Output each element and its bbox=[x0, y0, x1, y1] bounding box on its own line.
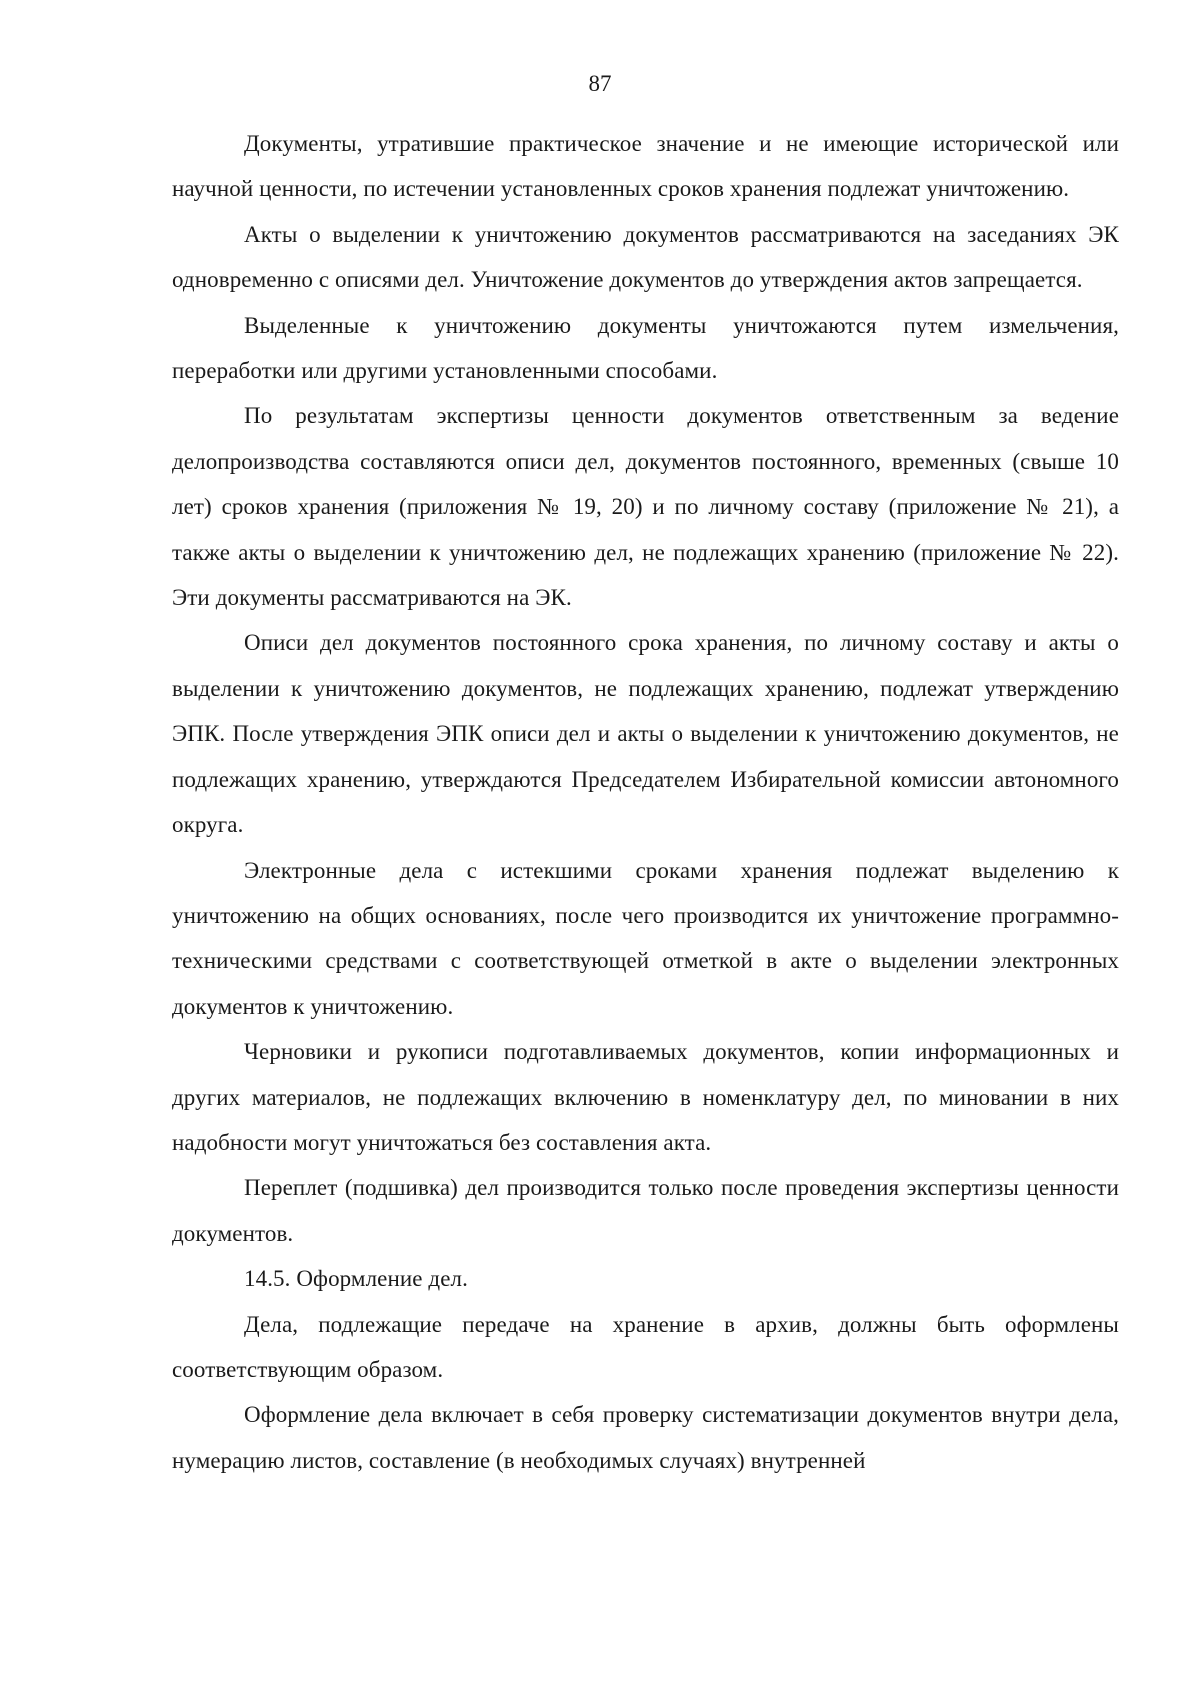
paragraph-drafts: Черновики и рукописи подготавливаемых документов, копии информационных и других материалов, не подлежащих включению в номенклатуру дел, по миновании в них надобности могут уничтожаться без составления акта. bbox=[172, 1039, 1119, 1155]
paragraph-electronic-files: Электронные дела с истекшими сроками хранения подлежат выделению к уничтожению на общих основаниях, после чего производится их уничтожение программно-техническими средствами с соответствующей отметкой в акте о выделении электронных документов к уничтожению. bbox=[172, 857, 1119, 1019]
paragraph-inventory-approval: Описи дел документов постоянного срока хранения, по личному составу и акты о выделении к уничтожению документов, не подлежащих хранению, подлежат утверждению ЭПК. После утверждения ЭПК описи дел и акты о выделении к уничтожению документов, не подлежащих хранению, утверждаются Председателем Избирательной комиссии автономного округа. bbox=[172, 630, 1119, 838]
page-number: 87 bbox=[588, 71, 612, 96]
paragraph-file-formatting: Оформление дела включает в себя проверку систематизации документов внутри дела, нумерацию листов, составление (в необходимых случаях) внутренней bbox=[172, 1402, 1119, 1473]
paragraph-archive-transfer: Дела, подлежащие передаче на хранение в архив, должны быть оформлены соответствующим образом. bbox=[172, 1311, 1119, 1382]
paragraph-binding: Переплет (подшивка) дел производится только после проведения экспертизы ценности документов. bbox=[172, 1175, 1119, 1246]
body-text bbox=[172, 121, 1119, 1483]
paragraph-destruction-of-documents: Документы, утратившие практическое значение и не имеющие исторической или научной ценности, по истечении установленных сроков хранения подлежат уничтожению. bbox=[172, 131, 1119, 202]
section-heading: 14.5. Оформление дел. bbox=[244, 1266, 468, 1292]
paragraph-destruction-methods: Выделенные к уничтожению документы уничтожаются путем измельчения, переработки или другими установленными способами. bbox=[172, 312, 1119, 384]
paragraph-expertise-results: По результатам экспертизы ценности документов ответственным за ведение делопроизводства составляются описи дел, документов постоянного, временных (свыше 10 лет) сроков хранения (приложения № 19, 20) и по личному составу (приложение № 21), а также акты о выделении к уничтожению дел, не подлежащих хранению (приложение № 22). Эти документы рассматриваются на ЭК. bbox=[172, 403, 1119, 611]
paragraph-destruction-acts: Акты о выделении к уничтожению документов рассматриваются на заседаниях ЭК одновременно с описями дел. Уничтожение документов до утверждения актов запрещается. bbox=[172, 221, 1119, 293]
